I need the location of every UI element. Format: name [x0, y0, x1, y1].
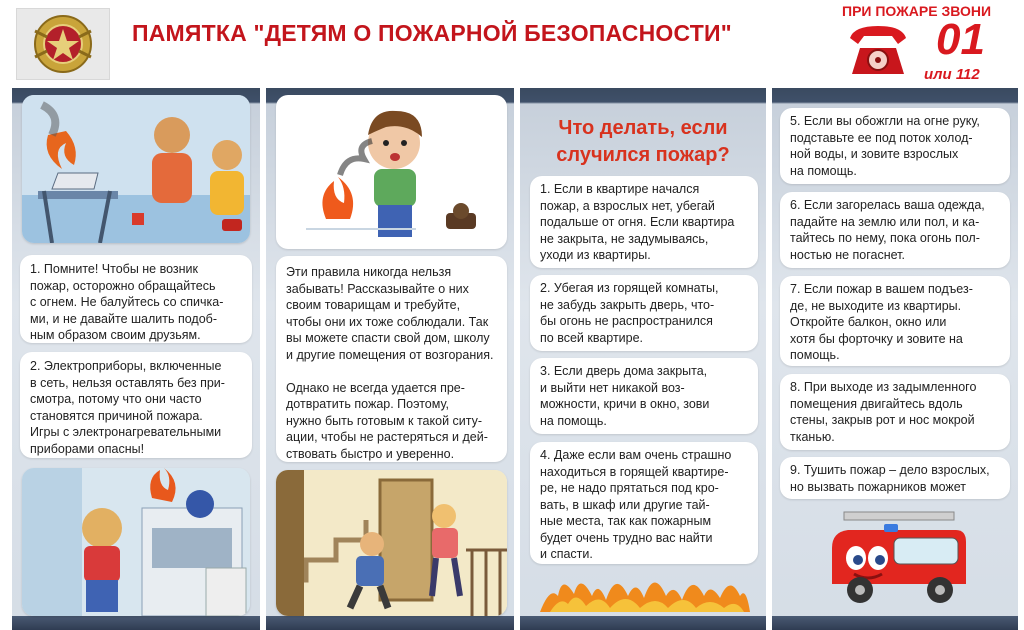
illustration-children-stairs [276, 470, 507, 616]
card-action-7 [780, 276, 1010, 366]
card-action-3 [530, 358, 758, 434]
card-action-8 [780, 374, 1010, 450]
illustration-girl-stove [22, 468, 250, 616]
rule-1-text: 1. Помните! Чтобы не возник пожар, осторожно обращайтесь с огнем. Не балуйтесь со спичка- ми, и не давайте шалить подоб- ным образом своим друзьям. [30, 262, 224, 342]
action-3-text: 3. Если дверь дома закрыта, и выйти нет никакой воз- можности, кричи в окно, зови на помощь. [540, 364, 710, 428]
action-5-text: 5. Если вы обожгли на огне руку, подставьте ее под поток холод- ной воды, и зовите взрослых на помощь. [790, 114, 980, 178]
call-label: ПРИ ПОЖАРЕ ЗВОНИ [842, 3, 992, 19]
action-1-text: 1. Если в квартире начался пожар, а взрослых нет, убегай подальше от огня. Если квартира не закрыта, не задумываясь, уходи из квартиры. [540, 182, 735, 262]
card-general-advice [276, 256, 507, 462]
action-7-text: 7. Если пожар в вашем подъез- де, не выходите из квартиры. Откройте балкон, окно или хотя бы форточку и зовите на помощь. [790, 282, 973, 362]
illustration-children-iron [22, 95, 250, 243]
emergency-number: 01 [936, 15, 985, 64]
card-action-9 [780, 457, 1010, 499]
card-action-6 [780, 192, 1010, 268]
card-action-2 [530, 275, 758, 351]
action-4-text: 4. Даже если вам очень страшно находиться в горящей квартире- ре, не надо прятаться под кро- вать, в шкаф или другие тай- ные места, так как пожарным будет очень трудно вас найти и спасти. [540, 448, 732, 561]
card-action-1 [530, 176, 758, 268]
page-title: ПАМЯТКА "ДЕТЯМ О ПОЖАРНОЙ БЕЗОПАСНОСТИ" [132, 20, 732, 46]
action-8-text: 8. При выходе из задымленного помещения двигайтесь вдоль стены, закрыв рот и нос мокрой тканью. [790, 380, 977, 444]
rotary-phone-icon [846, 24, 910, 78]
emergency-number-alt: или 112 [924, 66, 980, 83]
general-advice-text: Эти правила никогда нельзя забывать! Рассказывайте о них своим товарищам и требуйте, чтобы они их тоже соблюдали. Так вы можете спасти свой дом, школу и другие помещения от возгорания. Однако не всегда удается пре- дотвратить пожар. Поэтому, нужно быть готовым к такой ситу- ации, чтобы не растеряться и дей- ствовать быстро и уверенно. [286, 265, 494, 461]
card-rule-1 [20, 255, 252, 343]
what-to-do-heading: Что делать, если случился пожар? [556, 117, 730, 166]
rule-2-text: 2. Электроприборы, включенные в сеть, нельзя оставлять без при- смотра, потому что они часто становятся причиной пожара. Игры с электронагревательными приборами опасны! [30, 359, 225, 456]
illustration-boy-phone [276, 95, 507, 249]
action-9-text: 9. Тушить пожар – дело взрослых, но вызвать пожарников может [790, 463, 990, 494]
card-rule-2 [20, 352, 252, 458]
action-2-text: 2. Убегая из горящей комнаты, не забудь закрыть дверь, что- бы огонь не распространился по всей квартире. [540, 281, 719, 345]
action-6-text: 6. Если загорелась ваша одежда, падайте на землю или пол, и ка- тайтесь по нему, пока огонь пол- ностью не погаснет. [790, 198, 985, 262]
header [0, 0, 1024, 88]
fire-department-emblem [16, 8, 110, 80]
card-boy-illustration [276, 95, 507, 249]
card-action-4 [530, 442, 758, 564]
fire-truck-illustration [824, 508, 970, 606]
card-action-5 [780, 108, 1010, 184]
flames-decoration [540, 566, 750, 612]
